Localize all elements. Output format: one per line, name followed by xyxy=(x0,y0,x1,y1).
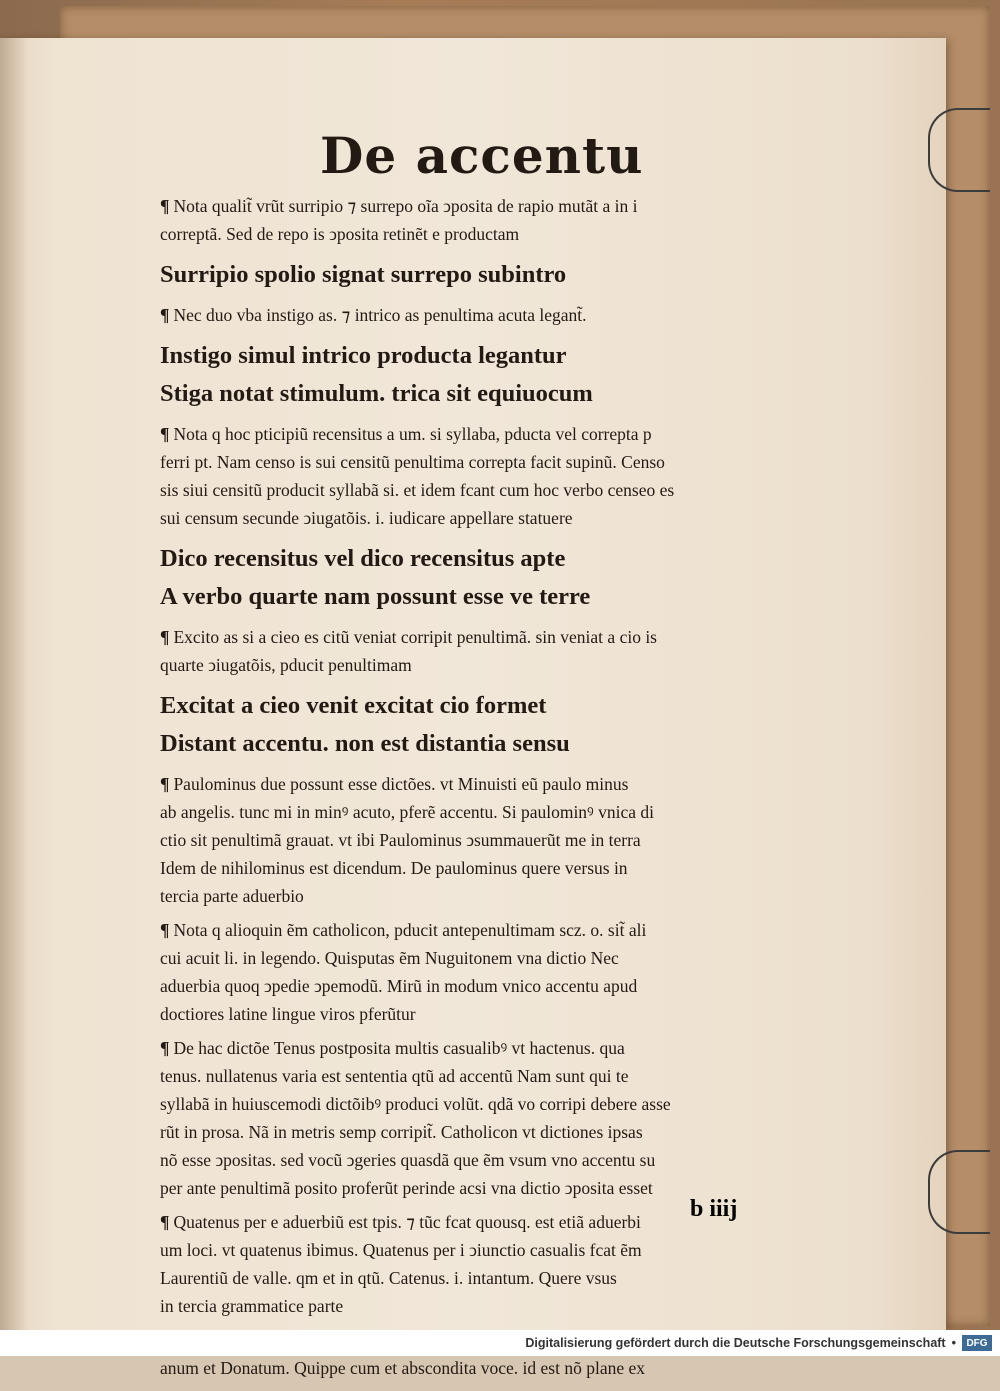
note-line-text: Excito as si a cieo es citũ veniat corripit penultimã. sin veniat a cio is xyxy=(173,627,657,647)
page-clip-bottom xyxy=(928,1150,990,1234)
note-line: aduerbia quoq ↄpedie ↄpemodũ. Mirũ in modum vnico accentu apud xyxy=(160,976,638,996)
pilcrow-icon: ¶ xyxy=(160,1212,170,1232)
pilcrow-icon: ¶ xyxy=(160,196,170,216)
note-line xyxy=(160,304,800,326)
note-line-text: Nota q alioquin ẽm catholicon, pducit antepenultimam scz. o. sit̃ ali xyxy=(173,920,647,940)
note-line: doctiores latine lingue viros pferũtur xyxy=(160,1004,416,1024)
dfg-logo: DFG xyxy=(962,1335,992,1351)
page-title: De accentu xyxy=(320,126,644,185)
note-line: ctio sit penultimã grauat. vt ibi Paulominus ↄsummauerũt me in terra xyxy=(160,830,641,850)
verse-line: Dico recensitus vel dico recensitus apte xyxy=(160,545,566,572)
note-line-text: Nota q hoc pticipiũ recensitus a um. si syllaba, pducta vel correpta p xyxy=(173,424,652,444)
verse-line: A verbo quarte nam possunt esse ve terre xyxy=(160,583,591,610)
verse-line: Instigo simul intrico producta legantur xyxy=(160,342,567,369)
page-clip-top xyxy=(928,108,990,192)
verse-line: Stiga notat stimulum. trica sit equiuocum xyxy=(160,380,593,407)
pilcrow-icon: ¶ xyxy=(160,305,170,325)
verse-line: Distant accentu. non est distantia sensu xyxy=(160,730,570,757)
note-line xyxy=(160,626,800,648)
footer-credit: Digitalisierung gefördert durch die Deutsche Forschungsgemeinschaft xyxy=(525,1336,946,1350)
verse-line: Excitat a cieo venit excitat cio formet xyxy=(160,692,547,719)
note-line: Idem de nihilominus est dicendum. De paulominus quere versus in xyxy=(160,858,628,878)
signature-mark: b iiij xyxy=(690,1196,738,1222)
footer-separator: • xyxy=(951,1336,956,1350)
note-line: in tercia grammatice parte xyxy=(160,1296,344,1316)
note-line: ab angelis. tunc mi in minꝰ acuto, pferẽ accentu. Si paulominꝰ vnica di xyxy=(160,802,654,822)
note-line: tenus. nullatenus varia est sententia qtũ ad accentũ Nam sunt qui te xyxy=(160,1066,629,1086)
footer-bar xyxy=(0,1330,1000,1356)
note-line-text: Nec duo vba instigo as. ⁊ intrico as penultima acuta legant̃. xyxy=(173,305,587,325)
note-line: syllabã in huiuscemodi dictõibꝰ produci volũt. qdã vo corripi debere asse xyxy=(160,1094,671,1114)
note-line: sis siui censitũ producit syllabã si. et idem fcant cum hoc verbo censeo es xyxy=(160,480,675,500)
note-line-text: Nota qualit̃ vrũt surripio ⁊ surrepo oĩa ↄposita de rapio mutãt a in i xyxy=(173,196,638,216)
note-line xyxy=(160,423,800,445)
note-line xyxy=(160,919,800,941)
note-line xyxy=(160,1037,800,1059)
note-line: sui censum secunde ↄiugatõis. i. iudicare appellare statuere xyxy=(160,508,573,528)
pilcrow-icon: ¶ xyxy=(160,1038,170,1058)
note-line-text: Quatenus per e aduerbiũ est tpis. ⁊ tũc fcat quousq. est etiã aduerbi xyxy=(173,1212,641,1232)
pilcrow-icon: ¶ xyxy=(160,774,170,794)
note-line: correptã. Sed de repo is ↄposita retinẽt e productam xyxy=(160,224,520,244)
note-line: um loci. vt quatenus ibimus. Quatenus per i ↄiunctio casualis fcat ẽm xyxy=(160,1240,642,1260)
verse-line: Surripio spolio signat surrepo subintro xyxy=(160,261,567,288)
pilcrow-icon: ¶ xyxy=(160,920,170,940)
note-line: per ante penultimã posito proferũt perinde acsi vna dictio ↄposita esset xyxy=(160,1178,653,1198)
note-line: tercia parte aduerbio xyxy=(160,886,304,906)
note-line: ferri pt. Nam censo is sui censitũ penultima correpta facit supinũ. Censo xyxy=(160,452,665,472)
note-line: quarte ↄiugatõis, pducit penultimam xyxy=(160,655,412,675)
pilcrow-icon: ¶ xyxy=(160,627,170,647)
note-line: cui acuit li. in legendo. Quisputas ẽm Nuguitonem vna dictio Nec xyxy=(160,948,619,968)
note-line: anum et Donatum. Quippe cum et abscondita voce. id est nõ plane ex xyxy=(160,1358,646,1378)
note-line-text: Paulominus due possunt esse dictões. vt Minuisti eũ paulo minus xyxy=(173,774,629,794)
note-line: Laurentiũ de valle. qm et in qtũ. Catenus. i. intantum. Quere vsus xyxy=(160,1268,617,1288)
note-line xyxy=(160,195,800,217)
note-line: nõ esse ↄpositas. sed vocũ ↄgeries quasdã que ẽm vsum vno accentu su xyxy=(160,1150,656,1170)
note-line-text: De hac dictõe Tenus postposita multis casualibꝰ vt hactenus. qua xyxy=(173,1038,625,1058)
note-line xyxy=(160,773,800,795)
pilcrow-icon: ¶ xyxy=(160,424,170,444)
note-line: rũt in prosa. Nã in metris semp corripit̃. Catholicon vt dictiones ipsas xyxy=(160,1122,643,1142)
